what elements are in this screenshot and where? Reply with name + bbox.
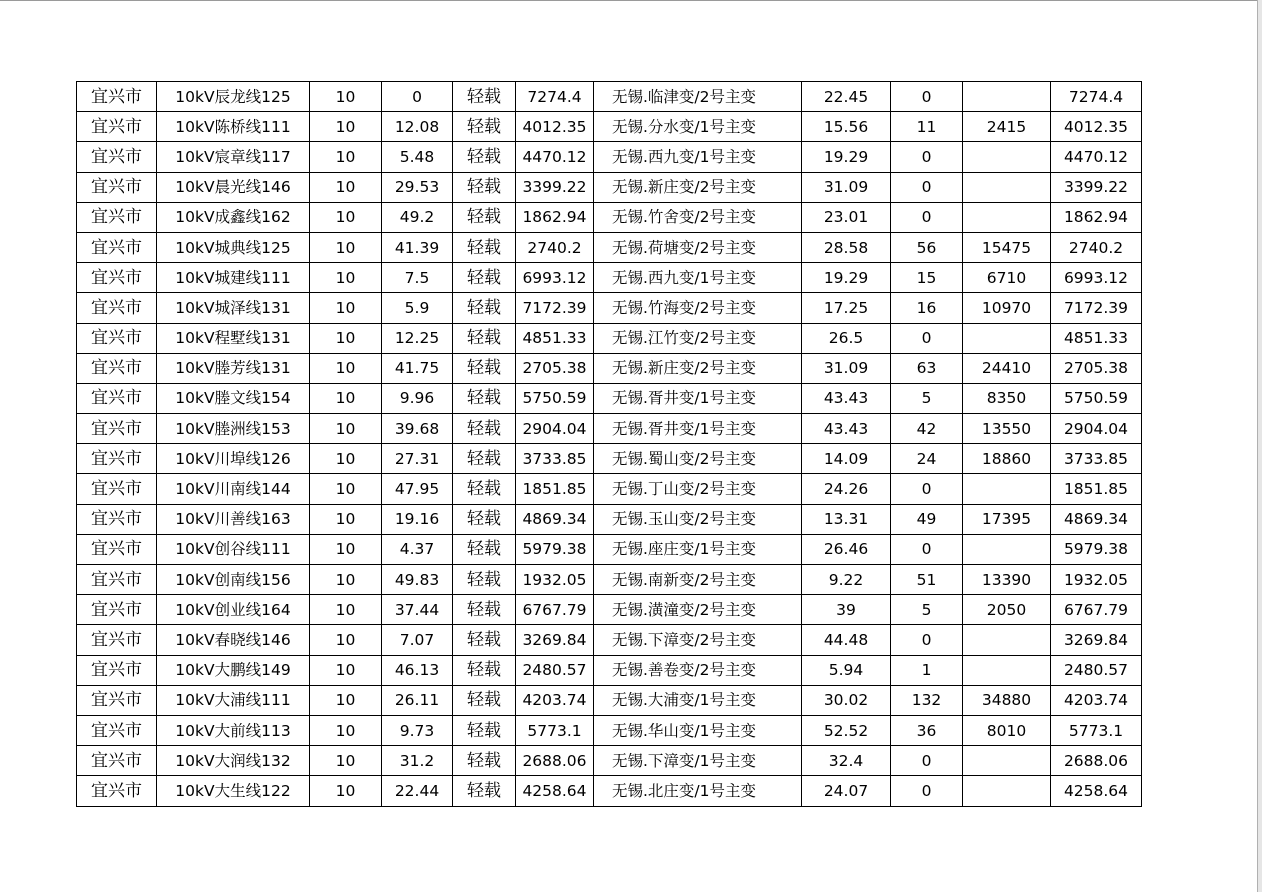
voltage-cell: 10 [310, 202, 382, 232]
count-cell: 0 [891, 142, 963, 172]
load-status-cell: 轻载 [453, 112, 516, 142]
load-rate-cell: 9.73 [382, 715, 453, 745]
transformer-load-cell: 9.22 [802, 565, 891, 595]
table-row [77, 534, 1142, 564]
city-cell: 宜兴市 [77, 776, 157, 806]
transformer-load-cell: 44.48 [802, 625, 891, 655]
available-capacity-cell: 7274.4 [1051, 82, 1142, 112]
city-cell: 宜兴市 [77, 746, 157, 776]
city-cell: 宜兴市 [77, 172, 157, 202]
load-status-cell: 轻载 [453, 202, 516, 232]
load-status-cell: 轻载 [453, 565, 516, 595]
count-cell: 0 [891, 534, 963, 564]
feeder-name-cell: 10kV大润线132 [157, 746, 310, 776]
city-cell: 宜兴市 [77, 323, 157, 353]
capacity-total-cell: 15475 [963, 232, 1051, 262]
table-row [77, 142, 1142, 172]
load-rate-cell: 39.68 [382, 414, 453, 444]
city-cell: 宜兴市 [77, 353, 157, 383]
table-row [77, 414, 1142, 444]
available-capacity-cell: 7172.39 [1051, 293, 1142, 323]
feeder-name-cell: 10kV晨光线146 [157, 172, 310, 202]
table-row [77, 202, 1142, 232]
substation-cell: 无锡.新庄变/2号主变 [594, 172, 802, 202]
capacity-cell: 2688.06 [516, 746, 594, 776]
available-capacity-cell: 3269.84 [1051, 625, 1142, 655]
load-rate-cell: 5.48 [382, 142, 453, 172]
voltage-cell: 10 [310, 82, 382, 112]
capacity-cell: 5979.38 [516, 534, 594, 564]
table-row [77, 504, 1142, 534]
city-cell: 宜兴市 [77, 504, 157, 534]
count-cell: 0 [891, 202, 963, 232]
capacity-cell: 4470.12 [516, 142, 594, 172]
load-status-cell: 轻载 [453, 142, 516, 172]
feeder-name-cell: 10kV塍洲线153 [157, 414, 310, 444]
capacity-total-cell [963, 776, 1051, 806]
available-capacity-cell: 1851.85 [1051, 474, 1142, 504]
transformer-load-cell: 32.4 [802, 746, 891, 776]
table-row [77, 383, 1142, 413]
count-cell: 0 [891, 746, 963, 776]
capacity-total-cell: 24410 [963, 353, 1051, 383]
city-cell: 宜兴市 [77, 565, 157, 595]
available-capacity-cell: 3733.85 [1051, 444, 1142, 474]
city-cell: 宜兴市 [77, 595, 157, 625]
capacity-total-cell [963, 625, 1051, 655]
city-cell: 宜兴市 [77, 685, 157, 715]
capacity-cell: 5750.59 [516, 383, 594, 413]
available-capacity-cell: 4470.12 [1051, 142, 1142, 172]
count-cell: 0 [891, 625, 963, 655]
transformer-load-cell: 23.01 [802, 202, 891, 232]
substation-cell: 无锡.北庄变/1号主变 [594, 776, 802, 806]
count-cell: 0 [891, 323, 963, 353]
city-cell: 宜兴市 [77, 534, 157, 564]
load-rate-cell: 27.31 [382, 444, 453, 474]
load-rate-cell: 49.2 [382, 202, 453, 232]
transformer-load-cell: 39 [802, 595, 891, 625]
substation-cell: 无锡.潢潼变/2号主变 [594, 595, 802, 625]
table-row [77, 172, 1142, 202]
available-capacity-cell: 4869.34 [1051, 504, 1142, 534]
capacity-cell: 4869.34 [516, 504, 594, 534]
transformer-load-cell: 19.29 [802, 263, 891, 293]
city-cell: 宜兴市 [77, 112, 157, 142]
load-status-cell: 轻载 [453, 474, 516, 504]
load-rate-cell: 5.9 [382, 293, 453, 323]
load-status-cell: 轻载 [453, 746, 516, 776]
available-capacity-cell: 4012.35 [1051, 112, 1142, 142]
voltage-cell: 10 [310, 323, 382, 353]
city-cell: 宜兴市 [77, 383, 157, 413]
capacity-cell: 1862.94 [516, 202, 594, 232]
feeder-name-cell: 10kV大生线122 [157, 776, 310, 806]
voltage-cell: 10 [310, 112, 382, 142]
voltage-cell: 10 [310, 625, 382, 655]
capacity-cell: 2705.38 [516, 353, 594, 383]
load-rate-cell: 47.95 [382, 474, 453, 504]
capacity-total-cell: 13390 [963, 565, 1051, 595]
available-capacity-cell: 1932.05 [1051, 565, 1142, 595]
voltage-cell: 10 [310, 565, 382, 595]
load-rate-cell: 12.08 [382, 112, 453, 142]
transformer-load-cell: 43.43 [802, 383, 891, 413]
substation-cell: 无锡.分水变/1号主变 [594, 112, 802, 142]
voltage-cell: 10 [310, 685, 382, 715]
feeder-load-table [76, 81, 1142, 807]
load-rate-cell: 46.13 [382, 655, 453, 685]
available-capacity-cell: 2480.57 [1051, 655, 1142, 685]
substation-cell: 无锡.玉山变/2号主变 [594, 504, 802, 534]
voltage-cell: 10 [310, 444, 382, 474]
feeder-name-cell: 10kV川南线144 [157, 474, 310, 504]
load-status-cell: 轻载 [453, 715, 516, 745]
voltage-cell: 10 [310, 776, 382, 806]
transformer-load-cell: 15.56 [802, 112, 891, 142]
feeder-name-cell: 10kV春晓线146 [157, 625, 310, 655]
capacity-total-cell: 8010 [963, 715, 1051, 745]
city-cell: 宜兴市 [77, 82, 157, 112]
transformer-load-cell: 26.5 [802, 323, 891, 353]
feeder-name-cell: 10kV川埠线126 [157, 444, 310, 474]
table-row [77, 263, 1142, 293]
feeder-name-cell: 10kV辰龙线125 [157, 82, 310, 112]
capacity-total-cell: 6710 [963, 263, 1051, 293]
capacity-total-cell: 17395 [963, 504, 1051, 534]
capacity-total-cell [963, 82, 1051, 112]
city-cell: 宜兴市 [77, 142, 157, 172]
load-rate-cell: 37.44 [382, 595, 453, 625]
feeder-name-cell: 10kV城典线125 [157, 232, 310, 262]
voltage-cell: 10 [310, 142, 382, 172]
count-cell: 36 [891, 715, 963, 745]
substation-cell: 无锡.善卷变/2号主变 [594, 655, 802, 685]
city-cell: 宜兴市 [77, 715, 157, 745]
capacity-cell: 2740.2 [516, 232, 594, 262]
substation-cell: 无锡.南新变/2号主变 [594, 565, 802, 595]
substation-cell: 无锡.新庄变/2号主变 [594, 353, 802, 383]
capacity-total-cell: 18860 [963, 444, 1051, 474]
feeder-name-cell: 10kV城建线111 [157, 263, 310, 293]
load-rate-cell: 31.2 [382, 746, 453, 776]
table-row [77, 112, 1142, 142]
available-capacity-cell: 4258.64 [1051, 776, 1142, 806]
capacity-cell: 3269.84 [516, 625, 594, 655]
substation-cell: 无锡.竹海变/2号主变 [594, 293, 802, 323]
feeder-name-cell: 10kV创南线156 [157, 565, 310, 595]
transformer-load-cell: 17.25 [802, 293, 891, 323]
load-rate-cell: 7.07 [382, 625, 453, 655]
load-rate-cell: 22.44 [382, 776, 453, 806]
load-status-cell: 轻载 [453, 534, 516, 564]
capacity-cell: 1851.85 [516, 474, 594, 504]
table-body [77, 82, 1142, 807]
load-status-cell: 轻载 [453, 293, 516, 323]
available-capacity-cell: 4203.74 [1051, 685, 1142, 715]
capacity-cell: 4012.35 [516, 112, 594, 142]
capacity-total-cell [963, 655, 1051, 685]
substation-cell: 无锡.蜀山变/2号主变 [594, 444, 802, 474]
feeder-name-cell: 10kV创业线164 [157, 595, 310, 625]
load-status-cell: 轻载 [453, 504, 516, 534]
table-row [77, 474, 1142, 504]
load-rate-cell: 12.25 [382, 323, 453, 353]
load-rate-cell: 26.11 [382, 685, 453, 715]
load-status-cell: 轻载 [453, 263, 516, 293]
capacity-total-cell: 2050 [963, 595, 1051, 625]
transformer-load-cell: 26.46 [802, 534, 891, 564]
table-row [77, 595, 1142, 625]
substation-cell: 无锡.临津变/2号主变 [594, 82, 802, 112]
city-cell: 宜兴市 [77, 655, 157, 685]
voltage-cell: 10 [310, 655, 382, 685]
substation-cell: 无锡.荷塘变/2号主变 [594, 232, 802, 262]
capacity-total-cell [963, 202, 1051, 232]
count-cell: 51 [891, 565, 963, 595]
available-capacity-cell: 2904.04 [1051, 414, 1142, 444]
transformer-load-cell: 24.07 [802, 776, 891, 806]
city-cell: 宜兴市 [77, 263, 157, 293]
capacity-cell: 6993.12 [516, 263, 594, 293]
feeder-name-cell: 10kV川善线163 [157, 504, 310, 534]
load-status-cell: 轻载 [453, 383, 516, 413]
transformer-load-cell: 14.09 [802, 444, 891, 474]
page-right-shadow [1258, 0, 1262, 892]
count-cell: 24 [891, 444, 963, 474]
substation-cell: 无锡.华山变/1号主变 [594, 715, 802, 745]
capacity-cell: 4851.33 [516, 323, 594, 353]
voltage-cell: 10 [310, 293, 382, 323]
capacity-cell: 6767.79 [516, 595, 594, 625]
available-capacity-cell: 1862.94 [1051, 202, 1142, 232]
voltage-cell: 10 [310, 172, 382, 202]
capacity-total-cell: 34880 [963, 685, 1051, 715]
count-cell: 132 [891, 685, 963, 715]
feeder-name-cell: 10kV大前线113 [157, 715, 310, 745]
load-status-cell: 轻载 [453, 595, 516, 625]
feeder-name-cell: 10kV成鑫线162 [157, 202, 310, 232]
count-cell: 56 [891, 232, 963, 262]
feeder-name-cell: 10kV宸章线117 [157, 142, 310, 172]
voltage-cell: 10 [310, 414, 382, 444]
load-status-cell: 轻载 [453, 232, 516, 262]
capacity-total-cell: 10970 [963, 293, 1051, 323]
capacity-total-cell: 8350 [963, 383, 1051, 413]
city-cell: 宜兴市 [77, 625, 157, 655]
voltage-cell: 10 [310, 383, 382, 413]
transformer-load-cell: 22.45 [802, 82, 891, 112]
feeder-name-cell: 10kV城泽线131 [157, 293, 310, 323]
page-top-border [0, 0, 1262, 1]
table-row [77, 232, 1142, 262]
substation-cell: 无锡.江竹变/2号主变 [594, 323, 802, 353]
table-row [77, 776, 1142, 806]
load-rate-cell: 7.5 [382, 263, 453, 293]
substation-cell: 无锡.胥井变/1号主变 [594, 414, 802, 444]
available-capacity-cell: 5773.1 [1051, 715, 1142, 745]
capacity-cell: 4203.74 [516, 685, 594, 715]
load-status-cell: 轻载 [453, 82, 516, 112]
count-cell: 0 [891, 172, 963, 202]
load-status-cell: 轻载 [453, 625, 516, 655]
capacity-cell: 7274.4 [516, 82, 594, 112]
load-status-cell: 轻载 [453, 776, 516, 806]
table-row [77, 685, 1142, 715]
count-cell: 1 [891, 655, 963, 685]
table-row [77, 625, 1142, 655]
city-cell: 宜兴市 [77, 232, 157, 262]
table-row [77, 323, 1142, 353]
load-status-cell: 轻载 [453, 444, 516, 474]
substation-cell: 无锡.西九变/1号主变 [594, 263, 802, 293]
city-cell: 宜兴市 [77, 474, 157, 504]
capacity-total-cell [963, 746, 1051, 776]
substation-cell: 无锡.胥井变/1号主变 [594, 383, 802, 413]
count-cell: 5 [891, 595, 963, 625]
capacity-total-cell [963, 323, 1051, 353]
available-capacity-cell: 6767.79 [1051, 595, 1142, 625]
table-row [77, 655, 1142, 685]
table-row [77, 293, 1142, 323]
feeder-name-cell: 10kV塍芳线131 [157, 353, 310, 383]
transformer-load-cell: 31.09 [802, 172, 891, 202]
table-row [77, 353, 1142, 383]
capacity-total-cell [963, 172, 1051, 202]
substation-cell: 无锡.大浦变/1号主变 [594, 685, 802, 715]
table-row [77, 746, 1142, 776]
capacity-cell: 1932.05 [516, 565, 594, 595]
city-cell: 宜兴市 [77, 444, 157, 474]
count-cell: 11 [891, 112, 963, 142]
transformer-load-cell: 52.52 [802, 715, 891, 745]
table-row [77, 444, 1142, 474]
count-cell: 16 [891, 293, 963, 323]
voltage-cell: 10 [310, 263, 382, 293]
feeder-name-cell: 10kV大浦线111 [157, 685, 310, 715]
voltage-cell: 10 [310, 595, 382, 625]
transformer-load-cell: 28.58 [802, 232, 891, 262]
capacity-total-cell [963, 474, 1051, 504]
count-cell: 0 [891, 474, 963, 504]
available-capacity-cell: 2688.06 [1051, 746, 1142, 776]
available-capacity-cell: 2705.38 [1051, 353, 1142, 383]
substation-cell: 无锡.下漳变/2号主变 [594, 625, 802, 655]
load-rate-cell: 41.39 [382, 232, 453, 262]
load-rate-cell: 19.16 [382, 504, 453, 534]
load-rate-cell: 0 [382, 82, 453, 112]
voltage-cell: 10 [310, 746, 382, 776]
transformer-load-cell: 24.26 [802, 474, 891, 504]
load-rate-cell: 29.53 [382, 172, 453, 202]
voltage-cell: 10 [310, 534, 382, 564]
feeder-name-cell: 10kV大鹏线149 [157, 655, 310, 685]
voltage-cell: 10 [310, 504, 382, 534]
table-row [77, 82, 1142, 112]
capacity-total-cell [963, 142, 1051, 172]
feeder-name-cell: 10kV程墅线131 [157, 323, 310, 353]
substation-cell: 无锡.西九变/1号主变 [594, 142, 802, 172]
feeder-name-cell: 10kV塍文线154 [157, 383, 310, 413]
capacity-total-cell: 2415 [963, 112, 1051, 142]
city-cell: 宜兴市 [77, 202, 157, 232]
capacity-cell: 2904.04 [516, 414, 594, 444]
substation-cell: 无锡.下漳变/1号主变 [594, 746, 802, 776]
table-row [77, 565, 1142, 595]
load-rate-cell: 9.96 [382, 383, 453, 413]
capacity-cell: 3399.22 [516, 172, 594, 202]
voltage-cell: 10 [310, 715, 382, 745]
load-status-cell: 轻载 [453, 323, 516, 353]
capacity-cell: 2480.57 [516, 655, 594, 685]
voltage-cell: 10 [310, 474, 382, 504]
capacity-cell: 5773.1 [516, 715, 594, 745]
feeder-name-cell: 10kV创谷线111 [157, 534, 310, 564]
load-status-cell: 轻载 [453, 685, 516, 715]
voltage-cell: 10 [310, 232, 382, 262]
load-status-cell: 轻载 [453, 655, 516, 685]
substation-cell: 无锡.丁山变/2号主变 [594, 474, 802, 504]
substation-cell: 无锡.竹舍变/2号主变 [594, 202, 802, 232]
load-status-cell: 轻载 [453, 353, 516, 383]
capacity-cell: 7172.39 [516, 293, 594, 323]
table-row [77, 715, 1142, 745]
count-cell: 15 [891, 263, 963, 293]
available-capacity-cell: 5750.59 [1051, 383, 1142, 413]
load-status-cell: 轻载 [453, 172, 516, 202]
feeder-name-cell: 10kV陈桥线111 [157, 112, 310, 142]
load-status-cell: 轻载 [453, 414, 516, 444]
transformer-load-cell: 19.29 [802, 142, 891, 172]
load-rate-cell: 41.75 [382, 353, 453, 383]
load-rate-cell: 49.83 [382, 565, 453, 595]
capacity-cell: 3733.85 [516, 444, 594, 474]
count-cell: 5 [891, 383, 963, 413]
count-cell: 42 [891, 414, 963, 444]
transformer-load-cell: 13.31 [802, 504, 891, 534]
capacity-cell: 4258.64 [516, 776, 594, 806]
count-cell: 49 [891, 504, 963, 534]
available-capacity-cell: 4851.33 [1051, 323, 1142, 353]
voltage-cell: 10 [310, 353, 382, 383]
capacity-total-cell [963, 534, 1051, 564]
city-cell: 宜兴市 [77, 414, 157, 444]
available-capacity-cell: 2740.2 [1051, 232, 1142, 262]
available-capacity-cell: 5979.38 [1051, 534, 1142, 564]
transformer-load-cell: 43.43 [802, 414, 891, 444]
transformer-load-cell: 30.02 [802, 685, 891, 715]
load-rate-cell: 4.37 [382, 534, 453, 564]
capacity-total-cell: 13550 [963, 414, 1051, 444]
count-cell: 63 [891, 353, 963, 383]
count-cell: 0 [891, 82, 963, 112]
substation-cell: 无锡.座庄变/1号主变 [594, 534, 802, 564]
transformer-load-cell: 5.94 [802, 655, 891, 685]
available-capacity-cell: 3399.22 [1051, 172, 1142, 202]
transformer-load-cell: 31.09 [802, 353, 891, 383]
count-cell: 0 [891, 776, 963, 806]
city-cell: 宜兴市 [77, 293, 157, 323]
available-capacity-cell: 6993.12 [1051, 263, 1142, 293]
